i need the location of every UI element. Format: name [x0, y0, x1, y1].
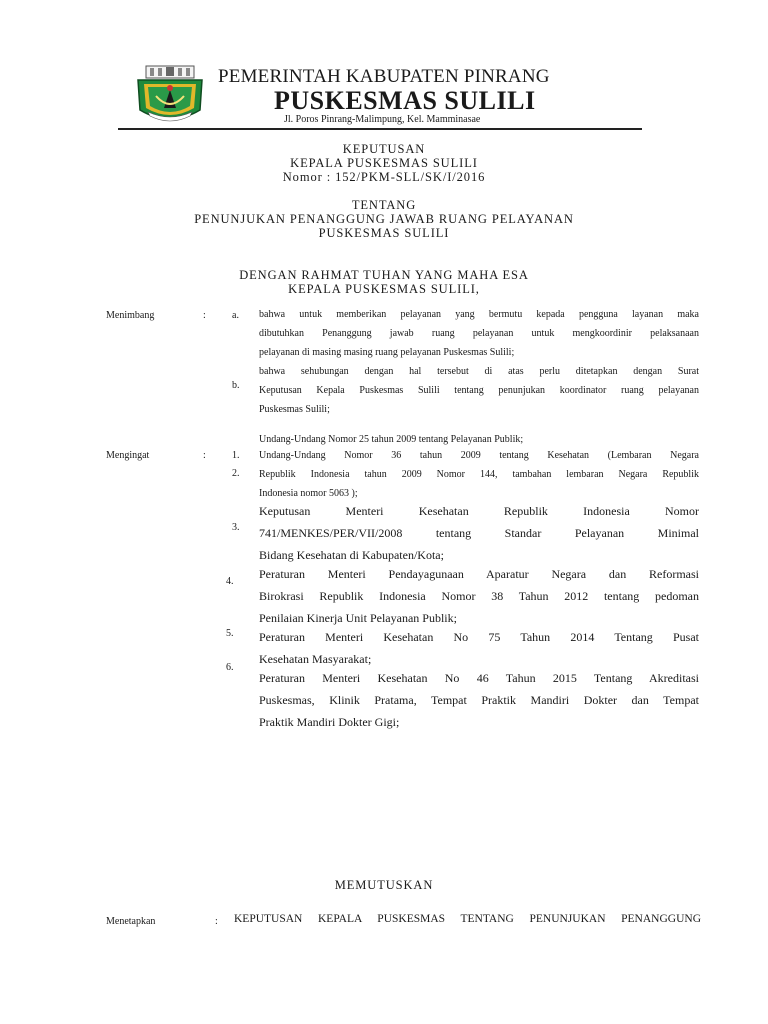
mengingat-item-4: [259, 563, 699, 629]
letterhead-rule: [118, 128, 642, 130]
decree-about: TENTANG: [351, 198, 417, 212]
institution-name: PUSKESMAS SULILI: [274, 86, 536, 115]
decree-subject-line2: PUSKESMAS SULILI: [318, 226, 450, 240]
mengingat-5-line1: Peraturan Menteri Kesehatan No 75 Tahun 2014 Tentang Pusat: [259, 630, 699, 644]
address: Jl. Poros Pinrang-Malimpung, Kel. Mamminasae: [284, 114, 481, 125]
menetapkan-colon: :: [215, 916, 218, 927]
mengingat-item-6: [259, 667, 699, 733]
mengingat-marker-3: 3.: [232, 522, 240, 533]
menetapkan-label: Menetapkan: [106, 916, 156, 927]
decree-issuer: KEPALA PUSKESMAS SULILI: [290, 156, 478, 170]
decree-title: KEPUTUSAN: [342, 142, 426, 156]
menimbang-a-line3: pelayanan di masing masing ruang pelayanan Puskesmas Sulili;: [259, 347, 515, 358]
mengingat-label: Mengingat: [106, 450, 150, 461]
mengingat-2-line1: Undang-Undang Nomor 36 tahun 2009 tentang Kesehatan (Lembaran Negara: [259, 450, 699, 461]
mengingat-item-2: [259, 446, 699, 503]
mengingat-4-line3: Penilaian Kinerja Unit Pelayanan Publik;: [259, 611, 457, 625]
mengingat-4-line2: Birokrasi Republik Indonesia Nomor 38 Tahun 2012 tentang pedoman: [259, 589, 699, 603]
preamble-line2: KEPALA PUSKESMAS SULILI,: [288, 282, 480, 296]
menimbang-marker-b: b.: [232, 380, 240, 391]
menimbang-b-line2: Keputusan Kepala Puskesmas Sulili tentang penunjukan koordinator ruang pelayanan: [259, 385, 699, 396]
preamble-line1: DENGAN RAHMAT TUHAN YANG MAHA ESA: [239, 268, 529, 282]
mengingat-marker-6: 6.: [226, 662, 234, 673]
mengingat-2-line3: Indonesia nomor 5063 );: [259, 488, 358, 499]
mengingat-6-line1: Peraturan Menteri Kesehatan No 46 Tahun 2015 Tentang Akreditasi: [259, 671, 699, 685]
menimbang-b-line3: Puskesmas Sulili;: [259, 404, 330, 415]
menimbang-label: Menimbang: [106, 310, 155, 321]
government-name: PEMERINTAH KABUPATEN PINRANG: [218, 66, 550, 87]
menetapkan-text: [234, 913, 701, 925]
menimbang-b-line1: bahwa sehubungan dengan hal tersebut di atas perlu ditetapkan dengan Surat: [259, 366, 699, 377]
mengingat-6-line3: Praktik Mandiri Dokter Gigi;: [259, 715, 400, 729]
mengingat-colon: :: [203, 450, 206, 461]
mengingat-5-line2: Kesehatan Masyarakat;: [259, 652, 372, 666]
pinrang-regency-emblem-icon: [134, 64, 206, 128]
mengingat-6-line2: Puskesmas, Klinik Pratama, Tempat Praktik Mandiri Dokter dan Tempat: [259, 693, 699, 707]
menimbang-marker-a: a.: [232, 310, 239, 321]
decree-number: Nomor : 152/PKM-SLL/SK/I/2016: [282, 170, 486, 184]
mengingat-3-line3: Bidang Kesehatan di Kabupaten/Kota;: [259, 548, 444, 562]
memutuskan-heading: MEMUTUSKAN: [334, 878, 434, 892]
mengingat-item-3: [259, 500, 699, 566]
mengingat-marker-5: 5.: [226, 628, 234, 639]
mengingat-3-line1: Keputusan Menteri Kesehatan Republik Indonesia Nomor: [259, 504, 699, 518]
mengingat-4-line1: Peraturan Menteri Pendayagunaan Aparatur Negara dan Reformasi: [259, 567, 699, 581]
mengingat-2-line2: Republik Indonesia tahun 2009 Nomor 144, tambahan lembaran Negara Republik: [259, 469, 699, 480]
menetapkan-text-line: KEPUTUSAN KEPALA PUSKESMAS TENTANG PENUNJUKAN PENANGGUNG: [234, 913, 701, 925]
menimbang-item-a: [259, 305, 699, 419]
menimbang-colon: :: [203, 310, 206, 321]
mengingat-item-1: Undang-Undang Nomor 25 tahun 2009 tentang Pelayanan Publik;: [259, 434, 524, 445]
menimbang-a-line1: bahwa untuk memberikan pelayanan yang bermutu kepada pengguna layanan maka: [259, 309, 699, 320]
mengingat-marker-1: 1.: [232, 450, 240, 461]
mengingat-3-line2: 741/MENKES/PER/VII/2008 tentang Standar Pelayanan Minimal: [259, 526, 699, 540]
mengingat-item-5: [259, 626, 699, 670]
mengingat-marker-2: 2.: [232, 468, 240, 479]
menimbang-a-line2: dibutuhkan Penanggung jawab ruang pelayanan untuk mengkoordinir pelaksanaan: [259, 328, 699, 339]
decree-subject-line1: PENUNJUKAN PENANGGUNG JAWAB RUANG PELAYANAN: [194, 212, 574, 226]
mengingat-marker-4: 4.: [226, 576, 234, 587]
